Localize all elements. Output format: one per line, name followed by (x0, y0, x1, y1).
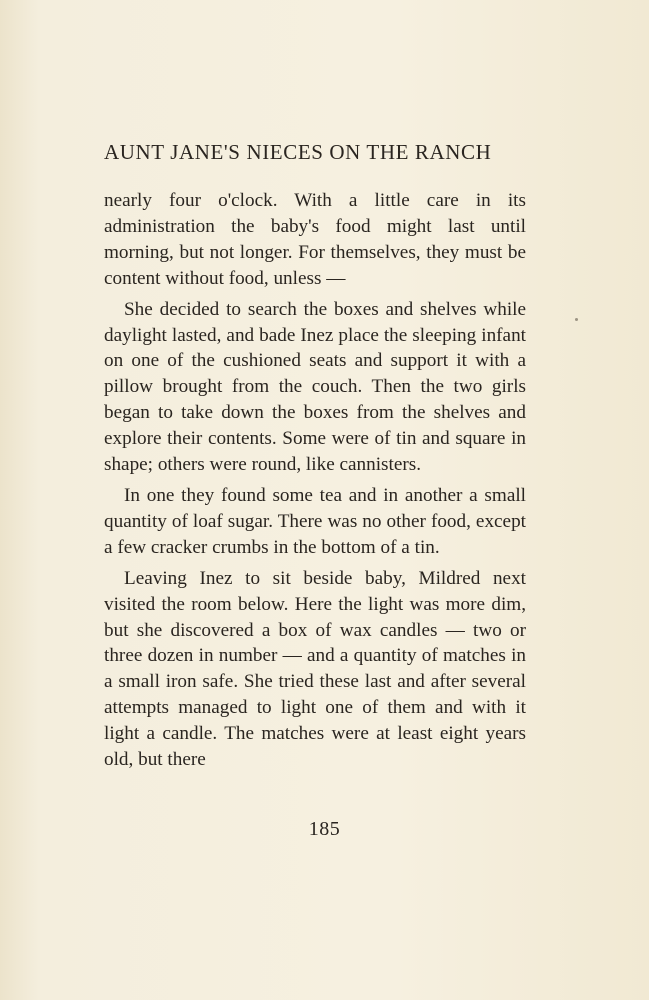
body-text (104, 188, 526, 778)
paragraph: She decided to search the boxes and shelves while daylight lasted, and bade Inez place the sleeping infant on one of the cushioned seats and support it with a pillow brought from the couch. Then the two girls began to take down the boxes from the shelves and explore their contents. Some were of tin and square in shape; others were round, like cannisters. (104, 298, 526, 476)
paragraph: In one they found some tea and in another a small quantity of loaf sugar. There was no other food, except a few cracker crumbs in the bottom of a tin. (104, 484, 526, 558)
paragraph: nearly four o'clock. With a little care in its administration the baby's food might last until morning, but not longer. For themselves, they must be content without food, unless — (104, 190, 526, 289)
paper-speck (575, 318, 578, 321)
page-number: 185 (308, 818, 341, 840)
running-head: AUNT JANE'S NIECES ON THE RANCH (104, 140, 492, 164)
paragraph: Leaving Inez to sit beside baby, Mildred next visited the room below. Here the light was more dim, but she discovered a box of wax candles — two or three dozen in number — and a quantity of matches in a small iron safe. She tried these last and after several attempts managed to light one of them and with it light a candle. The matches were at least eight years old, but there (104, 567, 526, 771)
